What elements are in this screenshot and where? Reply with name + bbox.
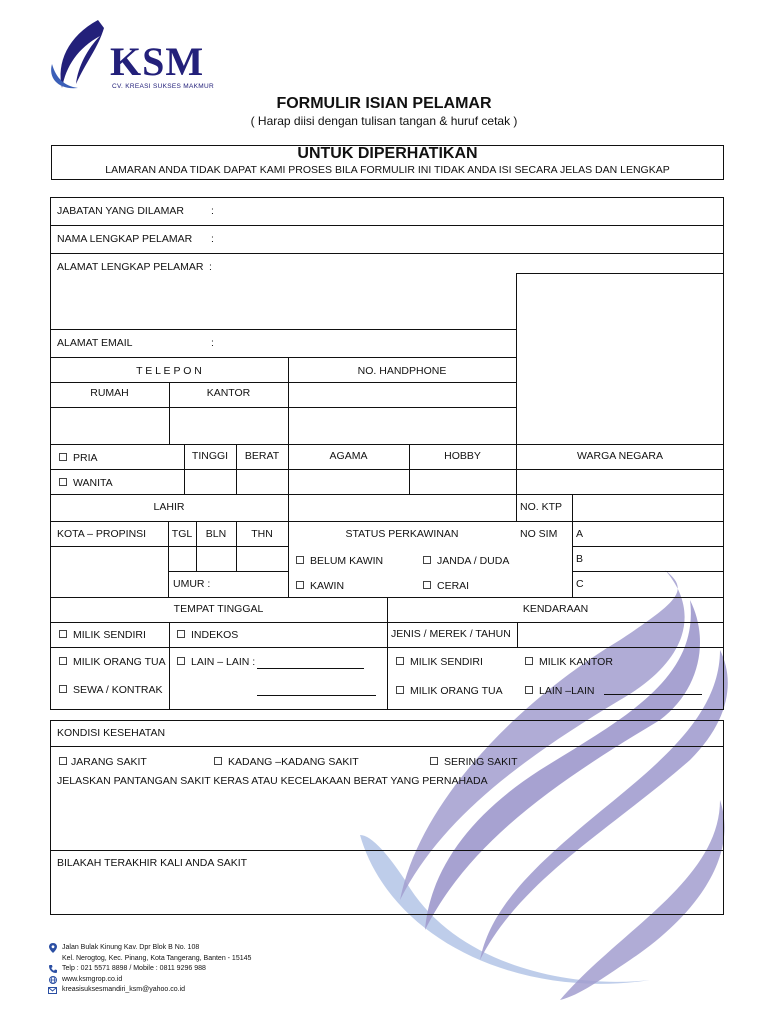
label-year: THN <box>251 528 273 540</box>
logo-text: KSM <box>110 39 205 84</box>
label-position: JABATAN YANG DILAMAR <box>57 205 184 217</box>
label-home: RUMAH <box>90 387 129 399</box>
colon: : <box>211 337 214 349</box>
residence-other-line[interactable] <box>257 668 364 669</box>
checkbox-own-house[interactable] <box>59 630 67 638</box>
label-boarding: INDEKOS <box>191 629 239 641</box>
checkbox-single[interactable] <box>296 556 304 564</box>
label-day: TGL <box>171 528 193 540</box>
label-vehicle-parents: MILIK ORANG TUA <box>410 685 503 697</box>
label-vehicle: KENDARAAN <box>522 603 589 615</box>
label-office: KANTOR <box>206 387 251 399</box>
footer-website[interactable]: www.ksmgrop.co.id <box>62 976 123 983</box>
label-city: KOTA – PROPINSI <box>57 528 147 540</box>
label-vehicle-office: MILIK KANTOR <box>539 656 613 668</box>
label-full-name: NAMA LENGKAP PELAMAR <box>57 233 193 245</box>
label-rarely-sick: JARANG SAKIT <box>71 756 147 768</box>
checkbox-often-sick[interactable] <box>430 757 438 765</box>
notice-text: LAMARAN ANDA TIDAK DAPAT KAMI PROSES BILA FORMULIR INI TIDAK ANDA ISI SECARA JELAS DAN LENGKAP <box>105 164 670 176</box>
colon: : <box>211 205 214 217</box>
checkbox-boarding[interactable] <box>177 630 185 638</box>
checkbox-married[interactable] <box>296 581 304 589</box>
checkbox-residence-other[interactable] <box>177 657 185 665</box>
logo-subtext: CV. KREASI SUKSES MAKMUR <box>112 83 214 90</box>
label-month: BLN <box>205 528 227 540</box>
label-hobby: HOBBY <box>444 450 481 462</box>
page-title: FORMULIR ISIAN PELAMAR <box>276 95 492 112</box>
label-own-house: MILIK SENDIRI <box>73 629 146 641</box>
footer-address-1: Jalan Bulak Kinung Kav. Dpr Blok B No. 108 <box>62 944 200 951</box>
checkbox-male[interactable] <box>59 453 67 461</box>
label-marital-status: STATUS PERKAWINAN <box>345 528 459 540</box>
checkbox-vehicle-office[interactable] <box>525 657 533 665</box>
checkbox-divorced[interactable] <box>423 581 431 589</box>
label-sim-b: B <box>576 553 584 565</box>
checkbox-female[interactable] <box>59 478 67 486</box>
label-age: UMUR : <box>173 578 211 590</box>
label-sim: NO SIM <box>520 528 558 540</box>
checkbox-rent[interactable] <box>59 685 67 693</box>
label-vehicle-type: JENIS / MEREK / TAHUN <box>391 628 511 640</box>
checkbox-widowed[interactable] <box>423 556 431 564</box>
checkbox-sometimes-sick[interactable] <box>214 757 222 765</box>
label-birth: LAHIR <box>153 501 185 513</box>
residence-other-line-2[interactable] <box>257 695 376 696</box>
checkbox-vehicle-own[interactable] <box>396 657 404 665</box>
health-title: KONDISI KESEHATAN <box>57 727 166 739</box>
label-religion: AGAMA <box>329 450 368 462</box>
label-married: KAWIN <box>310 580 345 592</box>
checkbox-vehicle-parents[interactable] <box>396 686 404 694</box>
notice-title: UNTUK DIPERHATIKAN <box>297 145 478 162</box>
label-weight: BERAT <box>244 450 280 462</box>
footer-address-2: Kel. Nerogtog, Kec. Pinang, Kota Tangerang, Banten - 15145 <box>62 955 252 962</box>
label-email: ALAMAT EMAIL <box>57 337 133 349</box>
checkbox-parents-house[interactable] <box>59 657 67 665</box>
label-vehicle-other: LAIN –LAIN <box>539 685 595 697</box>
page-subtitle: ( Harap diisi dengan tulisan tangan & huruf cetak ) <box>250 114 518 128</box>
label-sometimes-sick: KADANG –KADANG SAKIT <box>228 756 359 768</box>
health-section <box>50 720 724 915</box>
checkbox-rarely-sick[interactable] <box>59 757 67 765</box>
label-sim-a: A <box>576 528 584 540</box>
label-sim-c: C <box>576 578 584 590</box>
label-nationality: WARGA NEGARA <box>577 450 663 462</box>
label-widowed: JANDA / DUDA <box>437 555 510 567</box>
label-handphone: NO. HANDPHONE <box>357 365 447 377</box>
label-female: WANITA <box>73 477 113 489</box>
checkbox-vehicle-other[interactable] <box>525 686 533 694</box>
label-single: BELUM KAWIN <box>310 555 384 567</box>
mail-icon <box>48 987 57 994</box>
vehicle-other-line[interactable] <box>604 694 702 695</box>
location-pin-icon <box>49 943 57 953</box>
footer-phone: Telp : 021 5571 8898 / Mobile : 0811 9296 988 <box>62 965 206 972</box>
colon: : <box>209 261 212 273</box>
label-male: PRIA <box>73 452 98 464</box>
ksm-logo-icon <box>48 18 108 90</box>
label-explain-illness: JELASKAN PANTANGAN SAKIT KERAS ATAU KECELAKAAN BERAT YANG PERNAHADA <box>57 775 488 787</box>
label-often-sick: SERING SAKIT <box>444 756 518 768</box>
label-parents-house: MILIK ORANG TUA <box>73 656 166 668</box>
footer-email[interactable]: kreasisuksesmandiri_ksm@yahoo.co.id <box>62 986 186 993</box>
label-ktp: NO. KTP <box>520 501 563 513</box>
colon: : <box>211 233 214 245</box>
label-address: ALAMAT LENGKAP PELAMAR <box>57 261 204 273</box>
label-divorced: CERAI <box>437 580 470 592</box>
label-height: TINGGI <box>191 450 229 462</box>
label-rent: SEWA / KONTRAK <box>73 684 163 696</box>
globe-icon <box>49 976 57 984</box>
label-vehicle-own: MILIK SENDIRI <box>410 656 483 668</box>
phone-icon <box>49 965 57 973</box>
label-phone: T E L E P O N <box>136 365 202 377</box>
label-last-sick: BILAKAH TERAKHIR KALI ANDA SAKIT <box>57 857 248 869</box>
label-residence-other: LAIN – LAIN : <box>191 656 256 668</box>
label-residence: TEMPAT TINGGAL <box>173 603 264 615</box>
